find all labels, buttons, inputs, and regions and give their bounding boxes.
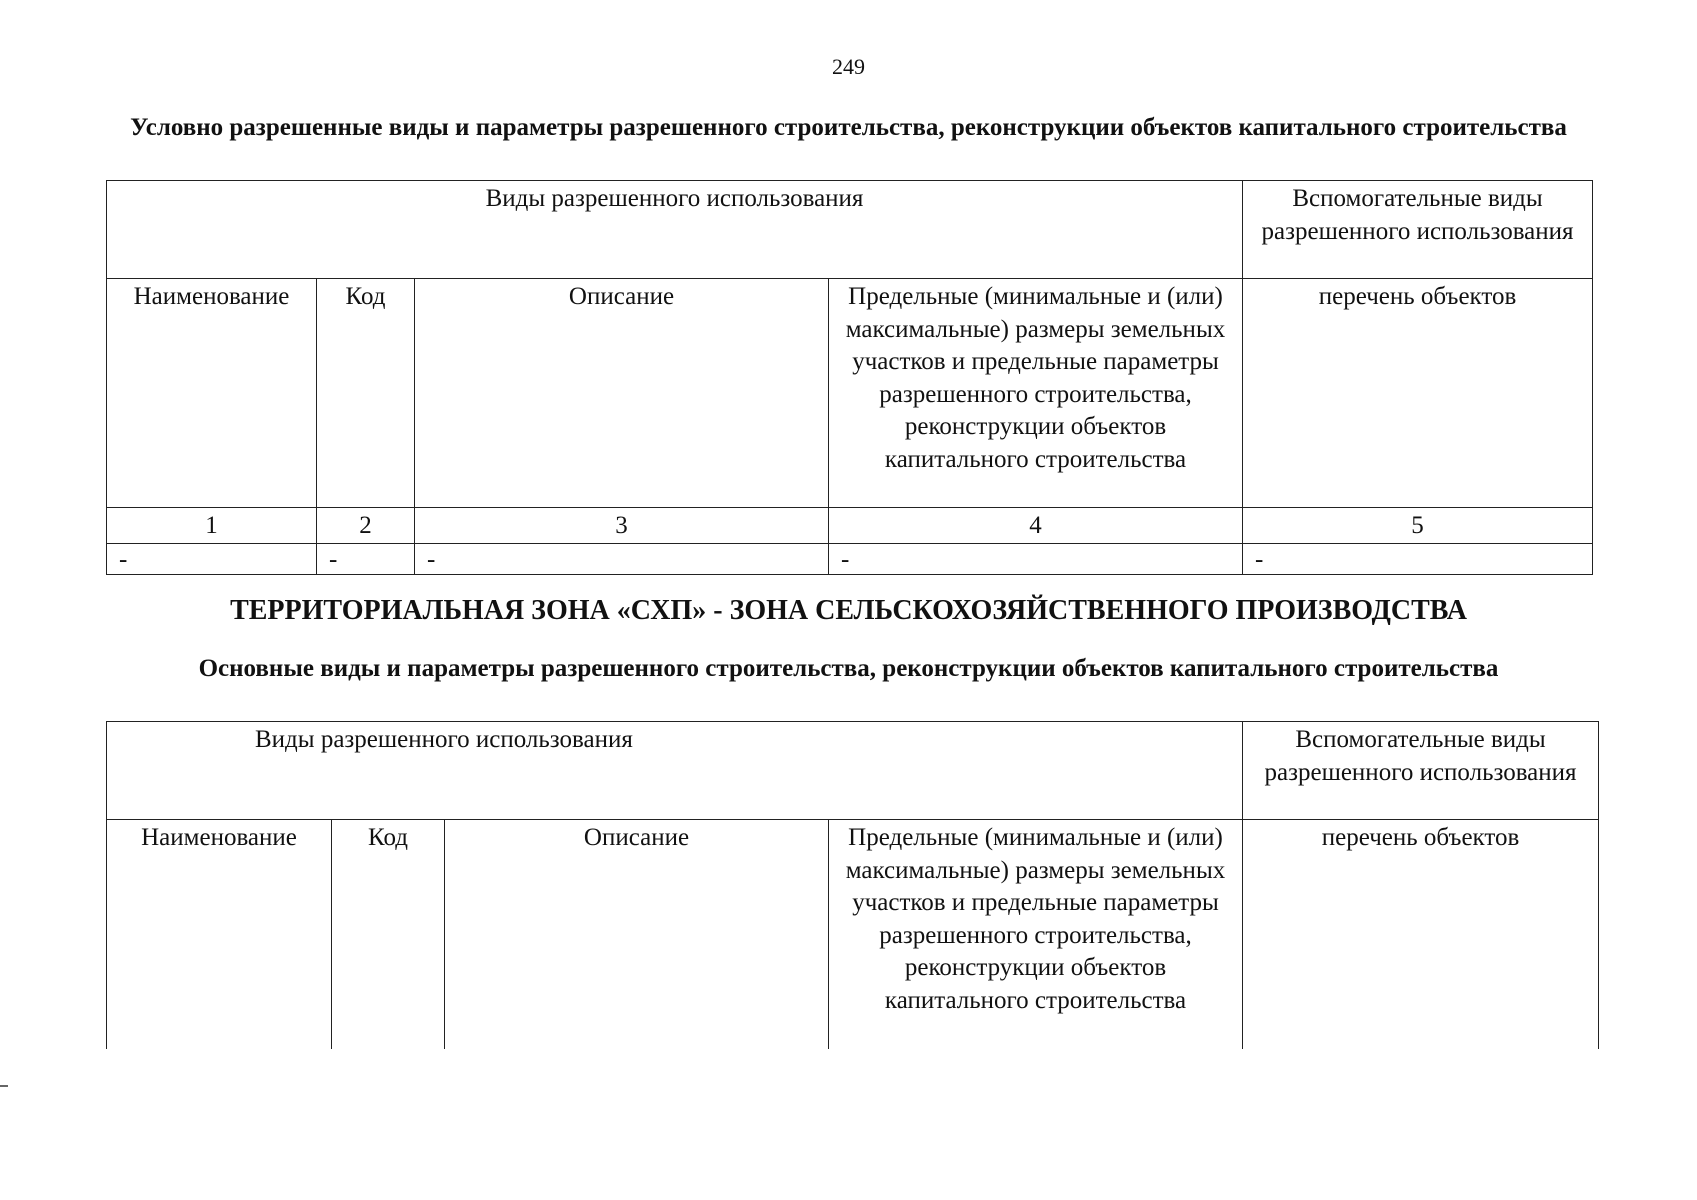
header-main: Виды разрешенного использования — [107, 722, 1243, 820]
section1-table — [106, 180, 1593, 575]
table-header-row — [107, 181, 1593, 279]
table-columns-row — [107, 279, 1593, 508]
zone-title: ТЕРРИТОРИАЛЬНАЯ ЗОНА «СХП» - ЗОНА СЕЛЬСКОХОЗЯЙСТВЕННОГО ПРОИЗВОДСТВА — [230, 595, 1467, 626]
col-number: 2 — [317, 508, 415, 544]
table-numbers-row — [107, 508, 1593, 544]
table-row — [107, 543, 1593, 574]
col-number: 5 — [1243, 508, 1593, 544]
table-header-row — [107, 722, 1599, 820]
col-objects: перечень объектов — [1243, 279, 1593, 508]
section2-heading — [0, 653, 1697, 685]
table-columns-row — [107, 820, 1599, 1049]
section1-heading-text: Условно разрешенные виды и параметры разрешенного строительства, реконструкции объектов капитального строительства — [130, 114, 1567, 141]
col-description: Описание — [445, 820, 829, 1049]
col-number: 3 — [415, 508, 829, 544]
table-cell: - — [829, 543, 1243, 574]
col-limits: Предельные (минимальные и (или) максимальные) размеры земельных участков и предельные параметры разрешенного строительства, реконструкции объектов капитального строительства — [829, 279, 1243, 508]
section2-heading-text: Основные виды и параметры разрешенного строительства, реконструкции объектов капитального строительства — [198, 655, 1499, 682]
header-main: Виды разрешенного использования — [107, 181, 1243, 279]
section2-table — [106, 721, 1599, 1049]
header-aux: Вспомогательные виды разрешенного использования — [1243, 722, 1599, 820]
col-number: 4 — [829, 508, 1243, 544]
col-code: Код — [317, 279, 415, 508]
scan-mark — [0, 1085, 8, 1087]
col-description: Описание — [415, 279, 829, 508]
col-number: 1 — [107, 508, 317, 544]
col-code: Код — [332, 820, 445, 1049]
col-name: Наименование — [107, 279, 317, 508]
col-objects: перечень объектов — [1243, 820, 1599, 1049]
table-cell: - — [1243, 543, 1593, 574]
header-aux: Вспомогательные виды разрешенного использования — [1243, 181, 1593, 279]
table-cell: - — [107, 543, 317, 574]
col-name: Наименование — [107, 820, 332, 1049]
table-cell: - — [415, 543, 829, 574]
col-limits: Предельные (минимальные и (или) максимальные) размеры земельных участков и предельные параметры разрешенного строительства, реконструкции объектов капитального строительства — [829, 820, 1243, 1049]
table-cell: - — [317, 543, 415, 574]
page-number: 249 — [832, 54, 865, 79]
section1-heading — [0, 112, 1697, 144]
